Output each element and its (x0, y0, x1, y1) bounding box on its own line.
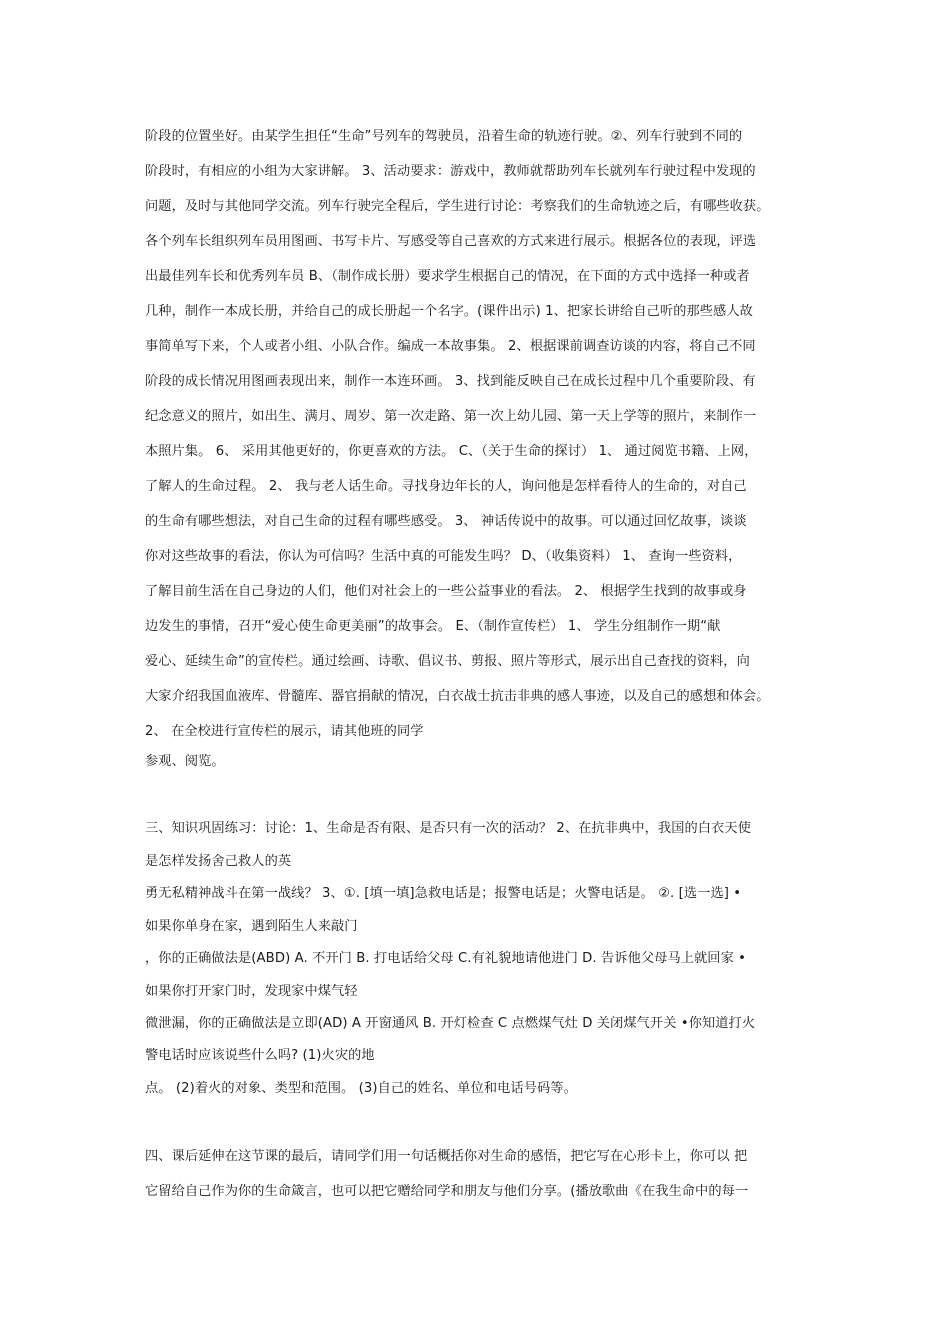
text-line: 几种，制作一本成长册，并给自己的成长册起一个名字。(课件出示) 1、把家长讲给自己听的那些感人故 (145, 304, 753, 319)
text-line: 爱心、延续生命”的宣传栏。通过绘画、诗歌、倡议书、剪报、照片等形式，展示出自己查找的资料，向 (145, 654, 750, 669)
text-line: 边发生的事情，召开“爱心使生命更美丽”的故事会。 E、（制作宣传栏） 1、 学生分组制作一期“献 (145, 619, 721, 634)
text-line: 阶段时，有相应的小组为大家讲解。 3、活动要求：游戏中，教师就帮助列车长就列车行驶过程中发现的 (145, 164, 756, 179)
text-line: 问题，及时与其他同学交流。列车行驶完全程后，学生进行讨论：考察我们的生命轨迹之后，有哪些收获。 (145, 199, 770, 214)
text-line: 阶段的成长情况用图画表现出来，制作一本连环画。 3、找到能反映自己在成长过程中几个重要阶段、有 (145, 374, 756, 389)
text-line: 事简单写下来，个人或者小组、小队合作。编成一本故事集。 2、根据课前调查访谈的内容，将自己不同 (145, 339, 756, 354)
text-line: 出最佳列车长和优秀列车员 B、（制作成长册）要求学生根据自己的情况，在下面的方式中选择一种或者 (145, 269, 750, 284)
section-heading-line: 四、课后延伸在这节课的最后，请同学们用一句话概括你对生命的感悟，把它写在心形卡上，你可以 把 (145, 1149, 748, 1164)
text-line: 大家介绍我国血液库、骨髓库、器官捐献的情况，白衣战士抗击非典的感人事迹，以及自己的感想和体会。 (145, 689, 770, 704)
text-line: ，你的正确做法是(ABD) A. 不开门 B. 打电话给父母 C.有礼貌地请他进门 D. 告诉他父母马上就回家 • (145, 951, 747, 966)
text-line: 是怎样发扬舍己救人的英 (145, 854, 292, 869)
text-line: 纪念意义的照片，如出生、满月、周岁、第一次走路、第一次上幼儿园、第一天上学等的照片，来制作一 (145, 409, 757, 424)
text-line: 本照片集。 6、 采用其他更好的，你更喜欢的方法。 C、（关于生命的探讨） 1、 通过阅览书籍、上网， (145, 444, 758, 459)
text-line: 参观、阅览。 (145, 754, 225, 769)
text-line: 的生命有哪些想法，对自己生命的过程有哪些感受。 3、 神话传说中的故事。可以通过回忆故事，谈谈 (145, 514, 747, 529)
text-line: 如果你单身在家，遇到陌生人来敲门 (145, 919, 358, 934)
text-line: 各个列车长组织列车员用图画、书写卡片、写感受等自己喜欢的方式来进行展示。根据各位的表现，评选 (145, 234, 757, 249)
text-line: 了解人的生命过程。 2、 我与老人话生命。寻找身边年长的人，询问他是怎样看待人的生命的，对自己 (145, 479, 747, 494)
text-line: 你对这些故事的看法，你认为可信吗？生活中真的可能发生吗？ D、（收集资料） 1、 查询一些资料， (145, 549, 742, 564)
text-line: 2、 在全校进行宣传栏的展示，请其他班的同学 (145, 724, 424, 739)
text-line: 点。 (2)着火的对象、类型和范围。 (3)自己的姓名、单位和电话号码等。 (145, 1081, 577, 1096)
text-line: 它留给自己作为你的生命箴言，也可以把它赠给同学和朋友与他们分享。(播放歌曲《在我生命中的每一 (145, 1184, 749, 1199)
section-heading-line: 三、知识巩固练习：讨论：1、生命是否有限、是否只有一次的活动？ 2、在抗非典中，我国的白衣天使 (145, 821, 751, 836)
text-line: 警电话时应该说些什么吗? (1)火灾的地 (145, 1048, 375, 1063)
text-line: 了解目前生活在自己身边的人们，他们对社会上的一些公益事业的看法。 2、 根据学生找到的故事或身 (145, 584, 747, 599)
text-line: 勇无私精神战斗在第一战线？ 3、①. [填一填]急救电话是；报警电话是；火警电话是。 ②. [选一选] • (145, 886, 742, 901)
text-line: 微泄漏，你的正确做法是立即(AD) A 开窗通风 B. 开灯检查 C 点燃煤气灶 D 关闭煤气开关 •你知道打火 (145, 1016, 756, 1031)
text-line: 阶段的位置坐好。由某学生担任“生命”号列车的驾驶员，沿着生命的轨迹行驶。②、列车行驶到不同的 (145, 129, 743, 144)
text-line: 如果你打开家门时，发现家中煤气轻 (145, 984, 358, 999)
